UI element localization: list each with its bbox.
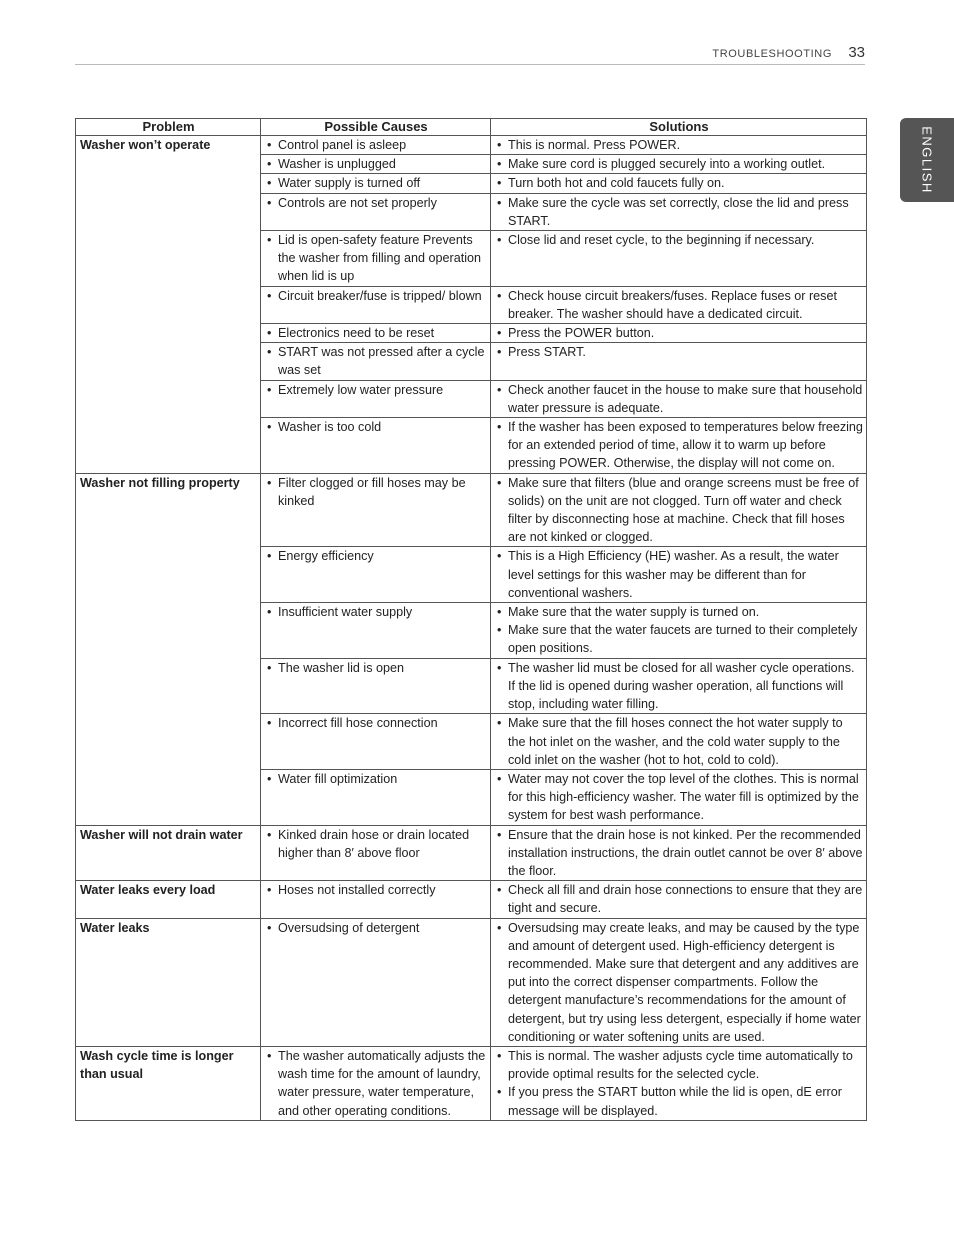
- solution-cell: [491, 418, 867, 474]
- cause-text: • Washer is too cold: [265, 418, 487, 436]
- cause-text: • Water fill optimization: [265, 770, 487, 788]
- solution-text: • This is normal. Press POWER.: [495, 136, 863, 154]
- solution-cell: [491, 714, 867, 770]
- solution-text: • If you press the START button while the lid is open, dE error message will be displayed.: [495, 1083, 863, 1119]
- section-title: TROUBLESHOOTING: [712, 48, 832, 60]
- cause-text: • Insufficient water supply: [265, 603, 487, 621]
- table-row: [76, 473, 867, 547]
- cause-cell: [261, 603, 491, 659]
- solution-text: • Make sure cord is plugged securely into a working outlet.: [495, 155, 863, 173]
- problem-cell: Wash cycle time is longer than usual: [76, 1046, 261, 1120]
- page-number: 33: [848, 44, 865, 61]
- cause-cell: [261, 825, 491, 881]
- cause-text: • Kinked drain hose or drain located higher than 8′ above floor: [265, 826, 487, 862]
- table-row: [76, 136, 867, 155]
- solution-text: • The washer lid must be closed for all washer cycle operations. If the lid is opened during washer operation, all functions will stop, including water filling.: [495, 659, 863, 714]
- language-tab-label: ENGLISH: [919, 126, 935, 194]
- solution-text: • Make sure that the water supply is turned on.: [495, 603, 863, 621]
- solution-cell: [491, 155, 867, 174]
- solution-cell: [491, 547, 867, 603]
- column-header-solutions: Solutions: [491, 119, 867, 136]
- problem-cell: Washer will not drain water: [76, 825, 261, 881]
- cause-text: • Incorrect fill hose connection: [265, 714, 487, 732]
- cause-cell: [261, 418, 491, 474]
- cause-text: • The washer lid is open: [265, 659, 487, 677]
- cause-cell: [261, 547, 491, 603]
- solution-text: • Check another faucet in the house to make sure that household water pressure is adequate.: [495, 381, 863, 417]
- solution-text: • Press the POWER button.: [495, 324, 863, 342]
- solution-cell: [491, 231, 867, 287]
- cause-cell: [261, 286, 491, 323]
- cause-cell: [261, 193, 491, 230]
- problem-cell: Water leaks every load: [76, 881, 261, 918]
- column-header-causes: Possible Causes: [261, 119, 491, 136]
- solution-cell: [491, 174, 867, 193]
- solution-cell: [491, 769, 867, 825]
- cause-text: • Control panel is asleep: [265, 136, 487, 154]
- solution-cell: [491, 658, 867, 714]
- cause-text: • Washer is unplugged: [265, 155, 487, 173]
- solution-text: • Oversudsing may create leaks, and may be caused by the type and amount of detergent used. High-efficiency detergent is recommended. Make sure that detergent and any additives are put into the correct dispenser compartments. Follow the detergent manufacture’s recommendations for the amount of detergent, but try using less detergent, especially if home water conditioning or water softening units are used.: [495, 919, 863, 1046]
- table-row: [76, 881, 867, 918]
- solution-text: • Make sure that the fill hoses connect the hot water supply to the hot inlet on the washer, and the cold water supply to the cold inlet on the washer (hot to hot, cold to cold).: [495, 714, 863, 769]
- solution-cell: [491, 825, 867, 881]
- cause-cell: [261, 343, 491, 380]
- table-row: [76, 918, 867, 1046]
- cause-text: • The washer automatically adjusts the wash time for the amount of laundry, water pressure, water temperature, and other operating conditions.: [265, 1047, 487, 1120]
- solution-text: • Make sure that filters (blue and orange screens must be free of solids) on the unit are not clogged. Turn off water and check filter by disconnecting hose at machine. Check that fill hoses are not kinked or clogged.: [495, 474, 863, 547]
- cause-cell: [261, 380, 491, 417]
- cause-text: • Lid is open-safety feature Prevents the washer from filling and operation when lid is up: [265, 231, 487, 286]
- cause-cell: [261, 231, 491, 287]
- cause-text: • Controls are not set properly: [265, 194, 487, 212]
- solution-text: • Turn both hot and cold faucets fully on.: [495, 174, 863, 192]
- cause-text: • START was not pressed after a cycle was set: [265, 343, 487, 379]
- solution-cell: [491, 603, 867, 659]
- cause-cell: [261, 769, 491, 825]
- solution-text: • Close lid and reset cycle, to the beginning if necessary.: [495, 231, 863, 249]
- table-row: [76, 1046, 867, 1120]
- language-tab: [900, 118, 954, 202]
- table-body: [76, 136, 867, 1121]
- problem-cell: Washer not filling property: [76, 473, 261, 825]
- cause-text: • Energy efficiency: [265, 547, 487, 565]
- problem-cell: Water leaks: [76, 918, 261, 1046]
- solution-cell: [491, 918, 867, 1046]
- cause-cell: [261, 714, 491, 770]
- solution-cell: [491, 136, 867, 155]
- solution-text: • Make sure that the water faucets are turned to their completely open positions.: [495, 621, 863, 657]
- solution-text: • Water may not cover the top level of the clothes. This is normal for this high-efficiency washer. The water fill is optimized by the system for best wash performance.: [495, 770, 863, 825]
- cause-cell: [261, 918, 491, 1046]
- cause-cell: [261, 1046, 491, 1120]
- problem-cell: Washer won’t operate: [76, 136, 261, 474]
- cause-cell: [261, 881, 491, 918]
- solution-text: • Make sure the cycle was set correctly, close the lid and press START.: [495, 194, 863, 230]
- solution-text: • If the washer has been exposed to temperatures below freezing for an extended period of time, allow it to warm up before pressing POWER. Otherwise, the display will not come on.: [495, 418, 863, 473]
- table-header-row: [76, 119, 867, 136]
- cause-text: • Water supply is turned off: [265, 174, 487, 192]
- cause-cell: [261, 473, 491, 547]
- cause-cell: [261, 658, 491, 714]
- column-header-problem: Problem: [76, 119, 261, 136]
- solution-text: • This is a High Efficiency (HE) washer. As a result, the water level settings for this washer may be different than for conventional washers.: [495, 547, 863, 602]
- cause-text: • Oversudsing of detergent: [265, 919, 487, 937]
- solution-cell: [491, 193, 867, 230]
- cause-cell: [261, 174, 491, 193]
- solution-cell: [491, 1046, 867, 1120]
- cause-text: • Extremely low water pressure: [265, 381, 487, 399]
- cause-text: • Hoses not installed correctly: [265, 881, 487, 899]
- solution-text: • Check all fill and drain hose connections to ensure that they are tight and secure.: [495, 881, 863, 917]
- solution-cell: [491, 324, 867, 343]
- cause-text: • Filter clogged or fill hoses may be kinked: [265, 474, 487, 510]
- troubleshooting-table: [75, 118, 867, 1121]
- cause-text: • Electronics need to be reset: [265, 324, 487, 342]
- cause-cell: [261, 136, 491, 155]
- solution-text: • This is normal. The washer adjusts cycle time automatically to provide optimal results for the selected cycle.: [495, 1047, 863, 1083]
- solution-cell: [491, 881, 867, 918]
- cause-cell: [261, 155, 491, 174]
- cause-cell: [261, 324, 491, 343]
- solution-cell: [491, 473, 867, 547]
- page-header: [75, 44, 865, 65]
- cause-text: • Circuit breaker/fuse is tripped/ blown: [265, 287, 487, 305]
- solution-cell: [491, 380, 867, 417]
- solution-text: • Check house circuit breakers/fuses. Replace fuses or reset breaker. The washer should have a dedicated circuit.: [495, 287, 863, 323]
- solution-cell: [491, 286, 867, 323]
- solution-text: • Ensure that the drain hose is not kinked. Per the recommended installation instructions, the drain outlet cannot be over 8′ above the floor.: [495, 826, 863, 881]
- solution-cell: [491, 343, 867, 380]
- table-row: [76, 825, 867, 881]
- solution-text: • Press START.: [495, 343, 863, 361]
